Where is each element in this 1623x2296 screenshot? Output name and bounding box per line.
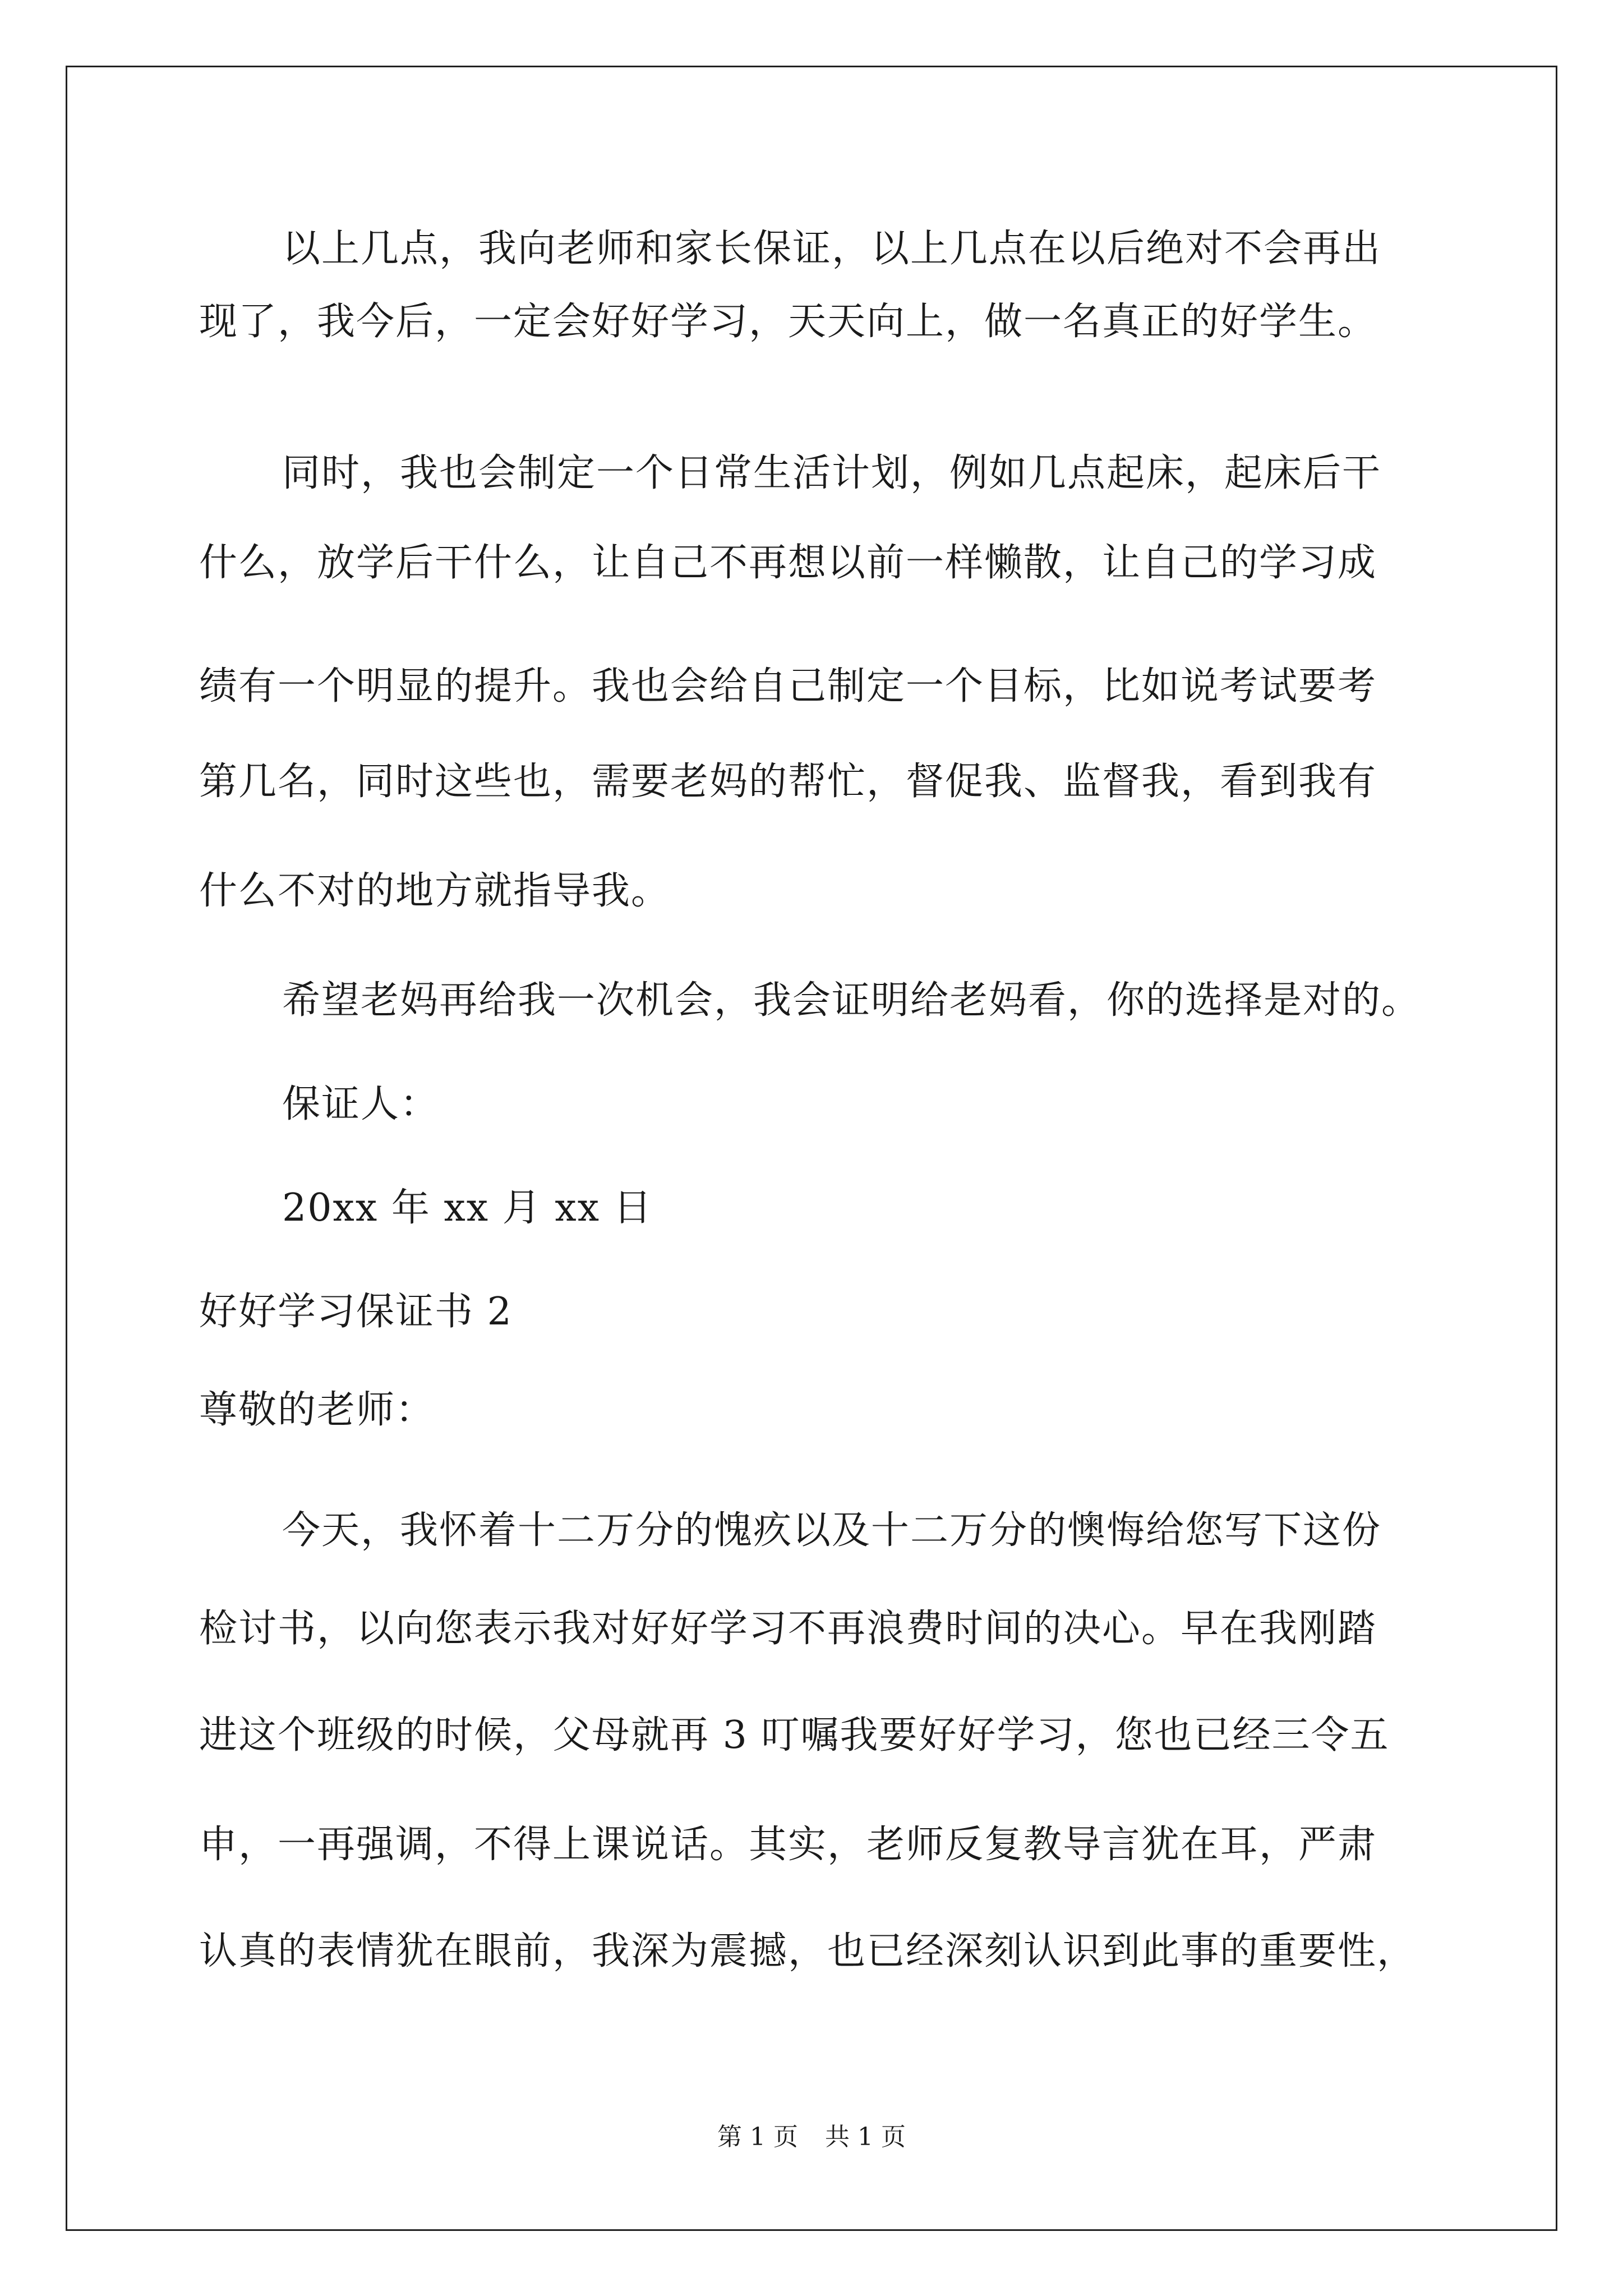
paragraph-line: 检讨书，以向您表示我对好好学习不再浪费时间的决心。早在我刚踏	[199, 1607, 1377, 1651]
paragraph-line: 什么不对的地方就指导我。	[199, 869, 671, 913]
page-total: 共 1 页	[825, 2123, 906, 2151]
salutation: 尊敬的老师：	[199, 1388, 435, 1432]
date-line: 20xx 年 xx 月 xx 日	[282, 1186, 653, 1230]
paragraph-line: 现了，我今后，一定会好好学习，天天向上，做一名真正的好学生。	[199, 300, 1377, 344]
paragraph-line: 绩有一个明显的提升。我也会给自己制定一个目标，比如说考试要考	[199, 664, 1377, 708]
paragraph-line: 申，一再强调，不得上课说话。其实，老师反复教导言犹在耳，严肃	[199, 1823, 1377, 1867]
paragraph-line: 希望老妈再给我一次机会，我会证明给老妈看，你的选择是对的。	[282, 978, 1421, 1023]
paragraph-line: 第几名，同时这些也，需要老妈的帮忙，督促我、监督我，看到我有	[199, 760, 1377, 804]
page-footer	[0, 2125, 1623, 2150]
page-border	[66, 66, 1557, 2231]
page-number: 第 1 页	[717, 2123, 798, 2151]
paragraph-line: 今天，我怀着十二万分的愧疚以及十二万分的懊悔给您写下这份	[282, 1508, 1382, 1553]
signature-label: 保证人：	[282, 1082, 440, 1126]
paragraph-line: 以上几点，我向老师和家长保证，以上几点在以后绝对不会再出	[282, 227, 1382, 271]
paragraph-line: 认真的表情犹在眼前，我深为震撼，也已经深刻认识到此事的重要性，	[199, 1929, 1417, 1973]
paragraph-line: 什么，放学后干什么，让自己不再想以前一样懒散，让自己的学习成	[199, 541, 1377, 585]
paragraph-line: 同时，我也会制定一个日常生活计划，例如几点起床，起床后干	[282, 451, 1382, 495]
section-title: 好好学习保证书 2	[199, 1290, 513, 1334]
paragraph-line: 进这个班级的时候，父母就再 3 叮嘱我要好好学习，您也已经三令五	[199, 1713, 1390, 1757]
